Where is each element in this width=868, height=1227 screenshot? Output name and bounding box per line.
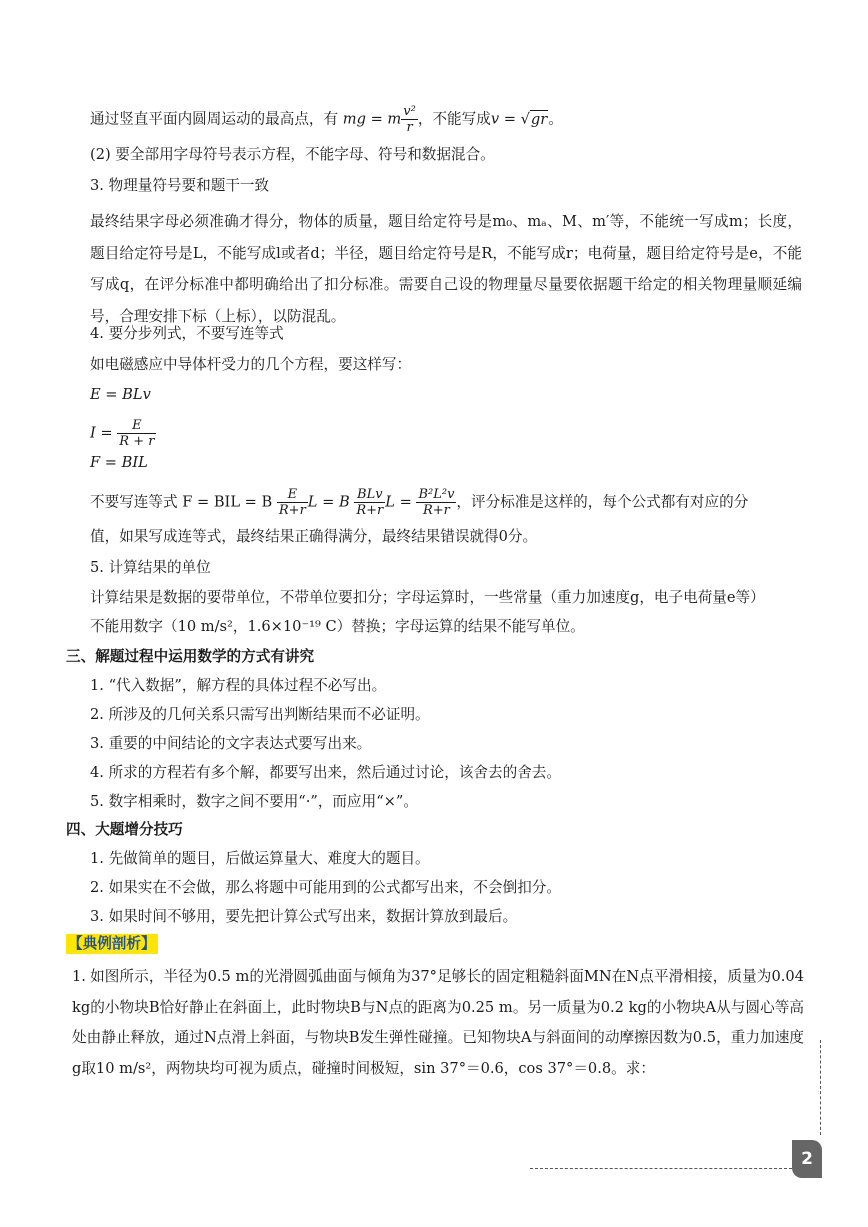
sub-heading: 5. 计算结果的单位 <box>90 559 211 576</box>
text-line-circular-motion: 通过竖直平面内圆周运动的最高点，有 mg = m $\frac{\text{v²}}{r}$ ，不能写成v = √gr。 <box>90 104 563 135</box>
page-number: 2 <box>792 1140 822 1178</box>
sub-heading: 4. 要分步列式，不要写连等式 <box>90 325 284 342</box>
text-line-chain: 不要写连等式 F = BIL = B $\frac{E}{R+r}$ L = B $\frac{\text{BLv}}{R+r}$ L = $\frac{\text{B²L²v}}{R+r}$ ，评分标准是这样的，每个公式都有对应的分 <box>90 487 749 518</box>
text: I = <box>90 424 113 442</box>
text-line: 值，如果写成连等式，最终结果正确得满分，最终结果错误就得0分。 <box>90 528 538 545</box>
equation: E = BLv <box>90 386 151 403</box>
list-item: 3. 重要的中间结论的文字表达式要写出来。 <box>90 735 372 752</box>
text-line: (2) 要全部用字母符号表示方程，不能字母、符号和数据混合。 <box>90 146 495 163</box>
list-item: 3. 如果时间不够用，要先把计算公式写出来，数据计算放到最后。 <box>90 908 518 925</box>
page-border-decoration <box>530 1168 792 1169</box>
text: 不要写连等式 F = BIL = B <box>90 493 273 511</box>
text: ，不能写成 <box>417 110 491 128</box>
list-item: 4. 所求的方程若有多个解，都要写出来，然后通过讨论，该舍去的舍去。 <box>90 764 561 781</box>
list-item: 2. 如果实在不会做，那么将题中可能用到的公式都写出来，不会倒扣分。 <box>90 879 561 896</box>
text: 通过竖直平面内圆周运动的最高点，有 <box>90 110 339 128</box>
paragraph: 最终结果字母必须准确才得分，物体的质量，题目给定符号是m₀、mₐ、M、m′等，不能统一写成m；长度，题目给定符号是L，不能写成l或者d；半径，题目给定符号是R，不能写成r；电荷量，题目给定符号是e，不能写成q，在评分标准中都明确给出了扣分标准。需要自己设的物理量尽量要依据题干给定的相关物理量顺延编号，合理安排下标（上标），以防混乱。 <box>90 213 802 325</box>
list-item: 5. 数字相乘时，数字之间不要用“·”，而应用“×”。 <box>90 793 418 810</box>
list-item: 1. 先做简单的题目，后做运算量大、难度大的题目。 <box>90 850 430 867</box>
section-heading: 三、解题过程中运用数学的方式有讲究 <box>66 648 315 665</box>
list-item: 1. “代入数据”，解方程的具体过程不必写出。 <box>90 677 387 694</box>
equation-current: I = $\frac{E}{R + r}$ <box>90 418 155 449</box>
problem-number: 1. <box>72 968 86 985</box>
text-line: 计算结果是数据的要带单位，不带单位要扣分；字母运算时，一些常量（重力加速度g，电子电荷量e等） <box>90 589 765 606</box>
sub-heading: 3. 物理量符号要和题干一致 <box>90 177 270 194</box>
section-heading: 四、大题增分技巧 <box>66 821 183 838</box>
example-tag: 【典例剖析】 <box>68 935 156 952</box>
text: ，评分标准是这样的，每个公式都有对应的分 <box>456 493 749 511</box>
example-problem <box>72 962 804 1084</box>
page-border-decoration <box>820 1040 821 1135</box>
equation: F = BIL <box>90 454 148 471</box>
text-line: 如电磁感应中导体杆受力的几个方程，要这样写： <box>90 356 412 373</box>
problem-text: 如图所示，半径为0.5 m的光滑圆弧曲面与倾角为37°足够长的固定粗糙斜面MN在N点平滑相接，质量为0.04 kg的小物块B恰好静止在斜面上，此时物块B与N点的距离为0.25 m。另一质量为0.2 kg的小物块A从与圆心等高处由静止释放，通过N点滑上斜面，与物块B发生弹性碰撞。已知物块A与斜面间的动摩擦因数为0.5，重力加速度g取10 m/s²，两物块均可视为质点，碰撞时间极短，sin 37°＝0.6，cos 37°＝0.8。求： <box>72 968 804 1077</box>
list-item: 2. 所涉及的几何关系只需写出判断结果而不必证明。 <box>90 706 430 723</box>
text-line: 不能用数字（10 m/s²，1.6×10⁻¹⁹ C）替换；字母运算的结果不能写单位。 <box>90 618 585 635</box>
